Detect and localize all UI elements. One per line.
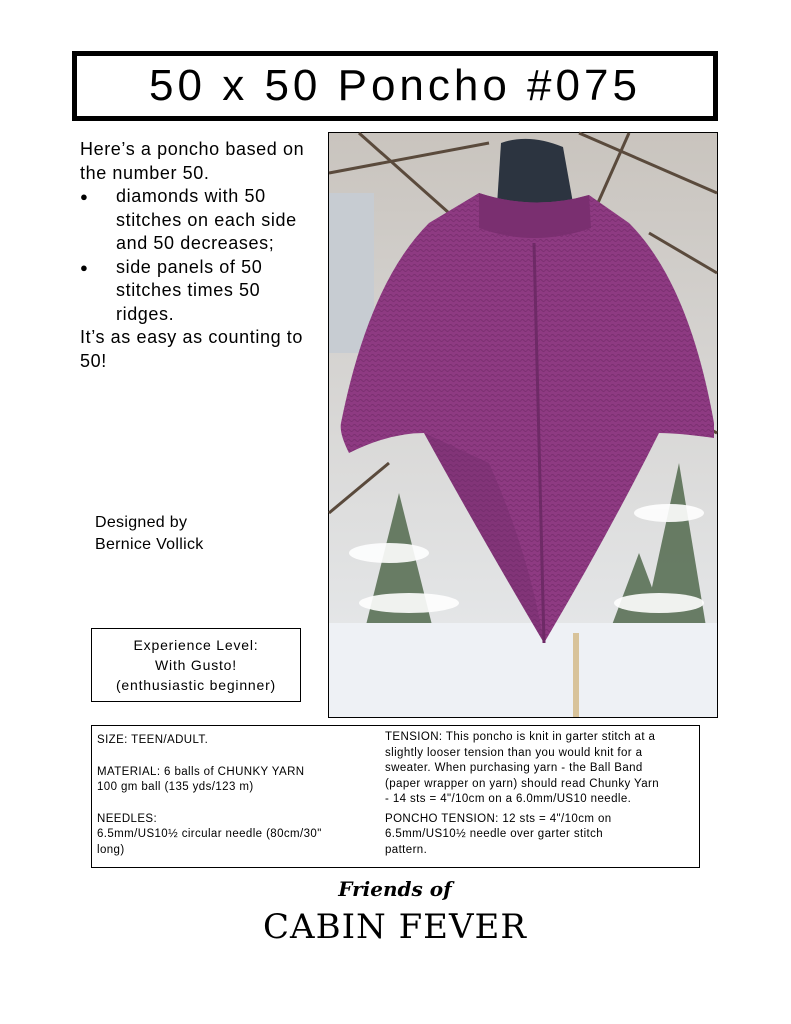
size-spec: SIZE: TEEN/ADULT.: [97, 734, 209, 746]
stand-pole: [573, 633, 579, 717]
snow-ground: [329, 623, 717, 717]
poncho-illustration: [329, 133, 717, 717]
spec-right-column: [385, 730, 689, 858]
intro-bullet-item: ● side panels of 50 stitches times 50 ridges.: [80, 256, 263, 324]
designer-line1: Designed by: [95, 514, 188, 531]
designer-credit: [95, 512, 295, 556]
tension-spec: TENSION: This poncho is knit in garter stitch at a slightly looser tension than you would knit for a sweater. When purchasing yarn - the Ball Band (paper wrapper on yarn) should read Chunky Yarn - 14 sts = 4"/10cm on a 6.0mm/US10 needle.: [385, 731, 660, 805]
material-spec: MATERIAL: 6 balls of CHUNKY YARN 100 gm ball (135 yds/123 m): [97, 765, 305, 793]
intro-bullet-list: [80, 185, 320, 326]
experience-note: (enthusiastic beginner): [115, 677, 277, 693]
experience-level-box: [91, 628, 301, 702]
designer-name: Bernice Vollick: [95, 536, 204, 553]
experience-label: Experience Level:: [133, 637, 259, 653]
logo-line2: CABIN FEVER: [263, 907, 527, 947]
intro-text: [80, 138, 320, 373]
poncho-photo: [328, 132, 718, 718]
bullet-icon: ●: [80, 259, 89, 275]
experience-value: With Gusto!: [155, 657, 237, 673]
title-box: [72, 51, 718, 121]
spec-left-column: [97, 733, 377, 874]
cabin-fever-logo: [263, 872, 527, 952]
page-title: 50 x 50 Poncho #075: [149, 61, 641, 110]
intro-lead: Here’s a poncho based on the number 50.: [80, 139, 305, 183]
needles-spec: NEEDLES: 6.5mm/US10½ circular needle (80cm/30" long): [97, 812, 322, 856]
bullet-icon: ●: [80, 189, 89, 204]
specifications-box: [91, 725, 700, 868]
intro-bullet-item: ● diamonds with 50 stitches on each side and 50 decreases;: [80, 186, 297, 253]
logo-line1: Friends of: [338, 877, 452, 901]
poncho-tension-spec: PONCHO TENSION: 12 sts = 4"/10cm on 6.5mm/US10½ needle over garter stitch pattern.: [385, 812, 612, 856]
intro-closing: It’s as easy as counting to 50!: [80, 327, 303, 371]
